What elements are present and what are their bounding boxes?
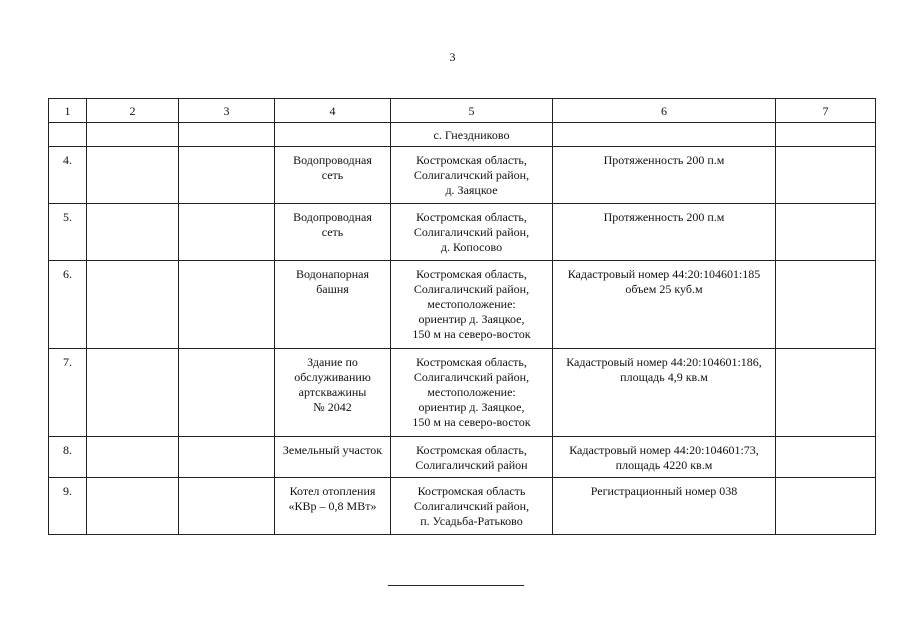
address-cell (391, 261, 553, 349)
col7-cell (776, 437, 876, 478)
details-text: Кадастровый номер 44:20:104601:186, площадь 4,9 кв.м (566, 355, 762, 384)
row-number-text: 7. (63, 355, 72, 369)
row-number-text: 6. (63, 267, 72, 281)
address-text: Костромская область, Солигаличский район (415, 443, 528, 472)
col3-cell (179, 478, 275, 535)
row-number-cell (49, 261, 87, 349)
empty-cell (179, 123, 275, 147)
address-cell (391, 437, 553, 478)
table-row (49, 147, 876, 204)
section-row (49, 123, 876, 147)
header-cell: 7 (776, 99, 876, 123)
row-number-text: 4. (63, 153, 72, 167)
address-text: Костромская область, Солигаличский район, д. Копосово (413, 210, 530, 254)
col3-cell (179, 349, 275, 437)
row-number-text: 9. (63, 484, 72, 498)
address-text: Костромская область, Солигаличский район, местоположение: ориентир д. Заяцкое, 150 м на северо-восток (412, 267, 531, 341)
header-cell: 5 (391, 99, 553, 123)
object-name-text: Водопроводная сеть (293, 210, 372, 239)
object-name-text: Котел отопления «КВр – 0,8 МВт» (288, 484, 377, 513)
details-text: Кадастровый номер 44:20:104601:185 объем 25 куб.м (567, 267, 761, 296)
bottom-separator-line (388, 585, 524, 586)
object-name-cell (275, 261, 391, 349)
empty-cell (49, 123, 87, 147)
table-row (49, 478, 876, 535)
row-number-cell (49, 147, 87, 204)
col2-cell (87, 478, 179, 535)
object-name-text: Водопроводная сеть (293, 153, 372, 182)
object-name-cell (275, 478, 391, 535)
table-row (49, 204, 876, 261)
row-number-text: 5. (63, 210, 72, 224)
col7-cell (776, 204, 876, 261)
col7-cell (776, 478, 876, 535)
col3-cell (179, 261, 275, 349)
page-number: 3 (449, 50, 456, 64)
col7-cell (776, 261, 876, 349)
col2-cell (87, 147, 179, 204)
details-text: Регистрационный номер 038 (590, 484, 738, 498)
col2-cell (87, 437, 179, 478)
details-cell (553, 204, 776, 261)
header-cell: 1 (49, 99, 87, 123)
details-text: Кадастровый номер 44:20:104601:73, площадь 4220 кв.м (569, 443, 759, 472)
details-cell (553, 147, 776, 204)
details-cell (553, 478, 776, 535)
col2-cell (87, 261, 179, 349)
details-cell (553, 437, 776, 478)
col2-cell (87, 349, 179, 437)
address-text: Костромская область Солигаличский район, п. Усадьба-Ратьково (413, 484, 530, 528)
table-row (49, 261, 876, 349)
header-cell: 4 (275, 99, 391, 123)
header-cell: 3 (179, 99, 275, 123)
object-name-text: Здание по обслуживанию артскважины № 2042 (294, 355, 371, 414)
row-number-cell (49, 204, 87, 261)
table-header-row (49, 99, 876, 123)
address-cell (391, 349, 553, 437)
details-cell (553, 349, 776, 437)
row-number-text: 8. (63, 443, 72, 457)
details-text: Протяженность 200 п.м (603, 153, 725, 167)
object-name-cell (275, 437, 391, 478)
empty-cell (87, 123, 179, 147)
col3-cell (179, 437, 275, 478)
address-text: Костромская область, Солигаличский район, д. Заяцкое (413, 153, 530, 197)
table-row (49, 437, 876, 478)
header-cell: 6 (553, 99, 776, 123)
empty-cell (275, 123, 391, 147)
address-cell (391, 204, 553, 261)
details-text: Протяженность 200 п.м (603, 210, 725, 224)
header-cell: 2 (87, 99, 179, 123)
col3-cell (179, 204, 275, 261)
object-name-cell (275, 204, 391, 261)
address-cell (391, 147, 553, 204)
table-row (49, 349, 876, 437)
row-number-cell (49, 349, 87, 437)
object-name-cell (275, 349, 391, 437)
empty-cell (553, 123, 776, 147)
section-title: с. Гнездниково (391, 123, 553, 147)
object-name-text: Земельный участок (282, 443, 383, 457)
col2-cell (87, 204, 179, 261)
row-number-cell (49, 437, 87, 478)
col7-cell (776, 349, 876, 437)
col7-cell (776, 147, 876, 204)
address-cell (391, 478, 553, 535)
col3-cell (179, 147, 275, 204)
details-cell (553, 261, 776, 349)
property-table (48, 98, 876, 535)
row-number-cell (49, 478, 87, 535)
empty-cell (776, 123, 876, 147)
object-name-text: Водонапорная башня (295, 267, 370, 296)
object-name-cell (275, 147, 391, 204)
address-text: Костромская область, Солигаличский район, местоположение: ориентир д. Заяцкое, 150 м на северо-восток (412, 355, 531, 429)
